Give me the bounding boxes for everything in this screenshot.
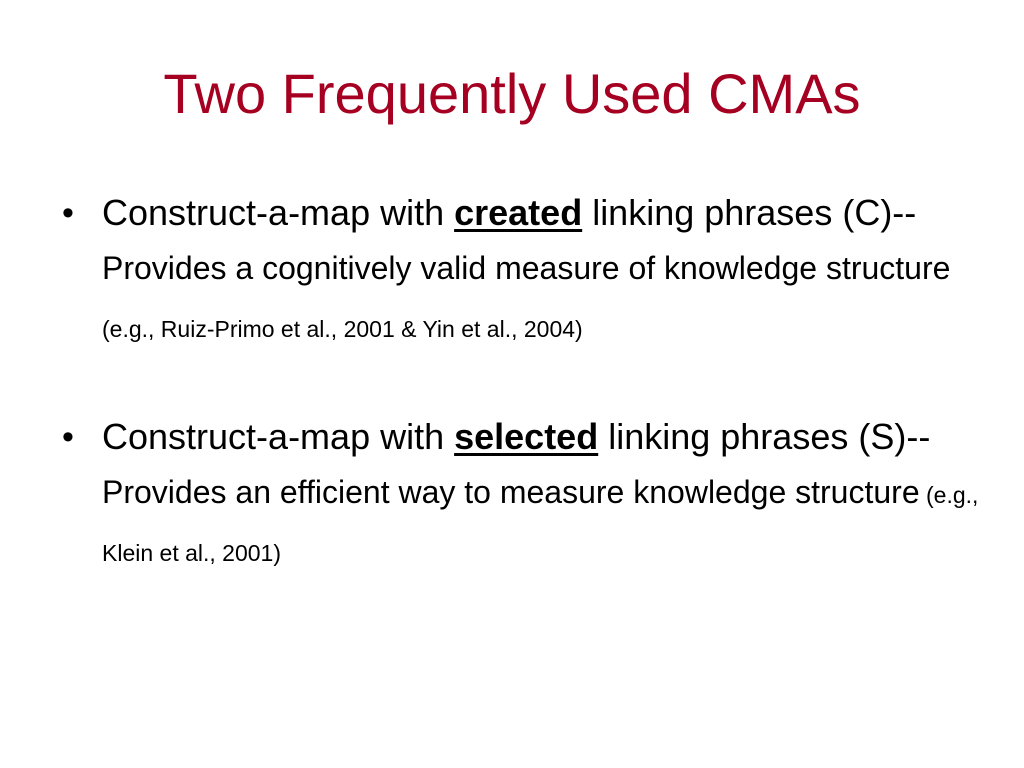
bullet-item-selected bbox=[62, 410, 982, 580]
bullet-item-created bbox=[62, 186, 982, 356]
bullet-citation: (e.g., Klein et al., 2001) bbox=[102, 482, 979, 566]
bullet-tail: linking phrases (C)-- bbox=[582, 192, 917, 233]
emphasis-created: created bbox=[454, 192, 583, 233]
bullet-text bbox=[102, 192, 950, 345]
emphasis-selected: selected bbox=[454, 416, 599, 457]
slide-title: Two Frequently Used CMAs bbox=[163, 62, 861, 125]
bullet-marker: • bbox=[62, 418, 74, 456]
bullet-lead: Construct-a-map with bbox=[102, 192, 455, 233]
bullet-description: Provides a cognitively valid measure of knowledge structure bbox=[102, 250, 951, 286]
bullet-text bbox=[102, 416, 978, 569]
bullet-tail: linking phrases (S)-- bbox=[598, 416, 931, 457]
bullet-lead: Construct-a-map with bbox=[102, 416, 455, 457]
bullet-list bbox=[62, 186, 982, 634]
bullet-description: Provides an efficient way to measure knowledge structure bbox=[102, 474, 920, 510]
bullet-citation: (e.g., Ruiz-Primo et al., 2001 & Yin et al., 2004) bbox=[102, 316, 583, 342]
bullet-marker: • bbox=[62, 194, 74, 232]
